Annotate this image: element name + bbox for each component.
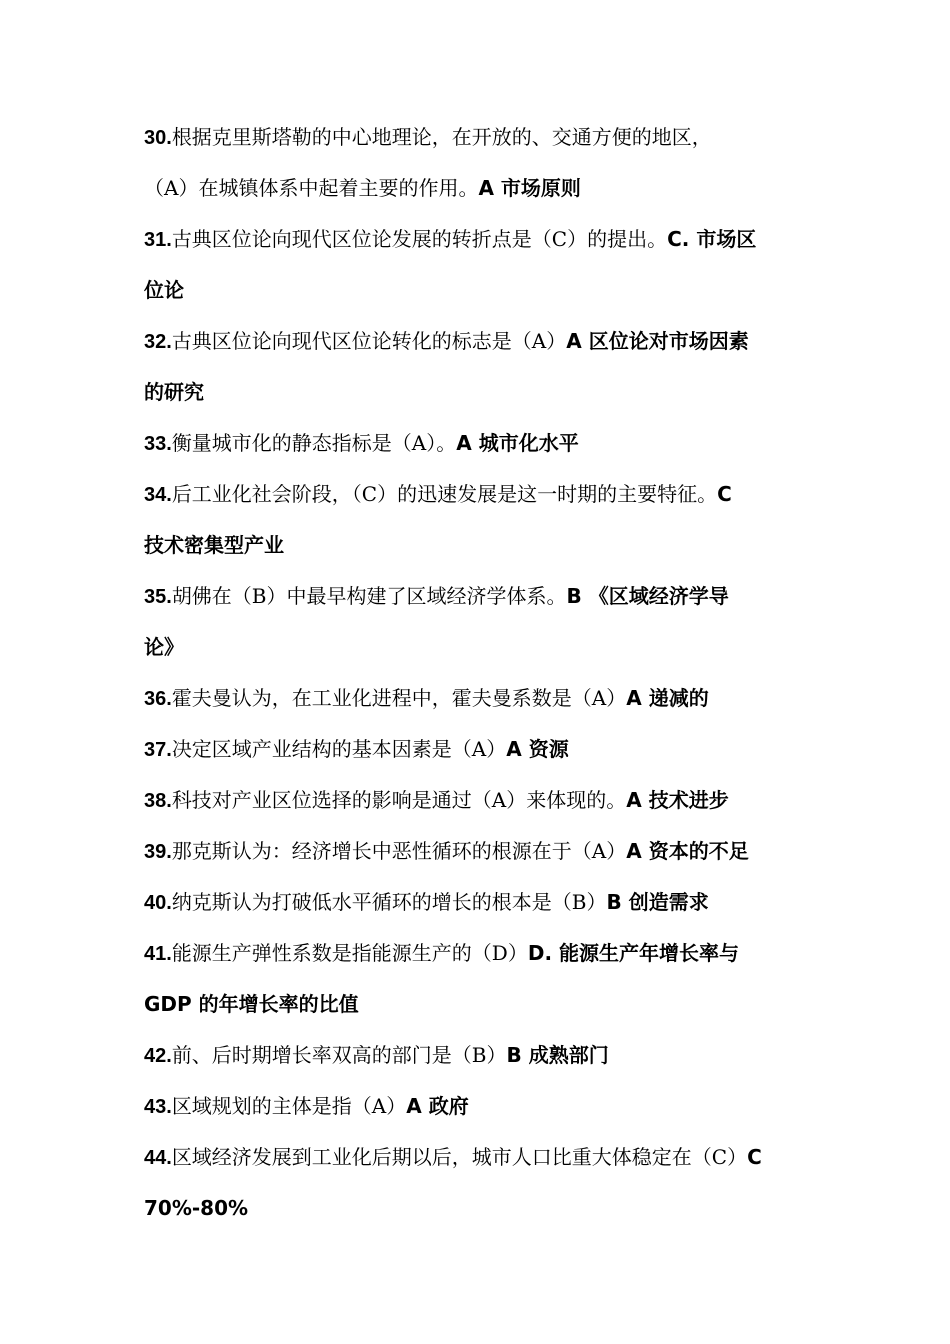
answer-text: A 区位论对市场因素 — [566, 329, 749, 353]
answer-text: A 资源 — [506, 737, 569, 761]
question-text: 古典区位论向现代区位论转化的标志是（A） — [171, 329, 567, 353]
question-text: 胡佛在（B）中最早构建了区域经济学体系。 — [171, 584, 567, 608]
question-text: 前、后时期增长率双高的部门是（B） — [171, 1043, 507, 1067]
question-number: 38. — [144, 790, 172, 812]
text-line — [144, 265, 814, 316]
text-line — [144, 724, 814, 775]
document-page — [144, 112, 814, 1234]
question-number: 40. — [144, 892, 172, 914]
question-text: 古典区位论向现代区位论发展的转折点是（C）的提出。 — [171, 227, 668, 251]
text-line — [144, 1030, 814, 1081]
answer-text: B 成熟部门 — [506, 1043, 609, 1067]
question-text: 科技对产业区位选择的影响是通过（A）来体现的。 — [171, 788, 627, 812]
question-number: 41. — [144, 943, 172, 965]
question-number: 36. — [144, 688, 172, 710]
text-line — [144, 877, 814, 928]
question-text: （A）在城镇体系中起着主要的作用。 — [144, 176, 479, 200]
text-line — [144, 316, 814, 367]
question-number: 43. — [144, 1096, 172, 1118]
text-line — [144, 214, 814, 265]
question-text: 决定区域产业结构的基本因素是（A） — [171, 737, 507, 761]
answer-text: A 城市化水平 — [456, 431, 579, 455]
text-line — [144, 826, 814, 877]
text-line — [144, 520, 814, 571]
answer-text: A 技术进步 — [626, 788, 729, 812]
answer-text: C — [717, 482, 732, 506]
answer-text: A 政府 — [406, 1094, 469, 1118]
text-line — [144, 979, 814, 1030]
text-line — [144, 775, 814, 826]
answer-text: B 创造需求 — [606, 890, 709, 914]
text-line — [144, 418, 814, 469]
answer-text: A 递减的 — [626, 686, 709, 710]
text-line — [144, 1132, 814, 1183]
answer-text: 技术密集型产业 — [144, 533, 284, 557]
question-text: 后工业化社会阶段，（C）的迅速发展是这一时期的主要特征。 — [171, 482, 718, 506]
question-number: 42. — [144, 1045, 172, 1067]
answer-text: 的研究 — [144, 380, 204, 404]
text-line — [144, 622, 814, 673]
question-text: 霍夫曼认为，在工业化进程中，霍夫曼系数是（A） — [171, 686, 627, 710]
text-line — [144, 367, 814, 418]
question-number: 44. — [144, 1147, 172, 1169]
text-line — [144, 571, 814, 622]
question-number: 37. — [144, 739, 172, 761]
text-line — [144, 1081, 814, 1132]
answer-text: C. 市场区 — [667, 227, 757, 251]
answer-text: 位论 — [144, 278, 184, 302]
answer-text: GDP 的年增长率的比值 — [144, 992, 359, 1016]
question-number: 39. — [144, 841, 172, 863]
question-text: 那克斯认为：经济增长中恶性循环的根源在于（A） — [171, 839, 627, 863]
answer-text: A 资本的不足 — [626, 839, 749, 863]
text-line — [144, 673, 814, 724]
question-text: 能源生产弹性系数是指能源生产的（D） — [171, 941, 528, 965]
text-line — [144, 469, 814, 520]
answer-text: D. 能源生产年增长率与 — [527, 941, 740, 965]
question-number: 31. — [144, 229, 172, 251]
question-text: 纳克斯认为打破低水平循环的增长的根本是（B） — [171, 890, 607, 914]
question-number: 30. — [144, 127, 172, 149]
answer-text: C — [747, 1145, 762, 1169]
question-number: 32. — [144, 331, 172, 353]
text-line — [144, 1183, 814, 1234]
question-text: 区域规划的主体是指（A） — [171, 1094, 407, 1118]
text-line — [144, 928, 814, 979]
question-text: 衡量城市化的静态指标是（A）。 — [171, 431, 457, 455]
answer-text: B 《区域经济学导 — [566, 584, 729, 608]
answer-text: 论》 — [144, 635, 184, 659]
question-number: 34. — [144, 484, 172, 506]
text-line — [144, 112, 814, 163]
question-text: 区域经济发展到工业化后期以后，城市人口比重大体稳定在（C） — [171, 1145, 748, 1169]
answer-text: A 市场原则 — [478, 176, 581, 200]
answer-text: 70%-80% — [144, 1196, 249, 1220]
question-number: 35. — [144, 586, 172, 608]
question-number: 33. — [144, 433, 172, 455]
question-text: 根据克里斯塔勒的中心地理论，在开放的、交通方便的地区， — [171, 125, 712, 149]
text-line — [144, 163, 814, 214]
